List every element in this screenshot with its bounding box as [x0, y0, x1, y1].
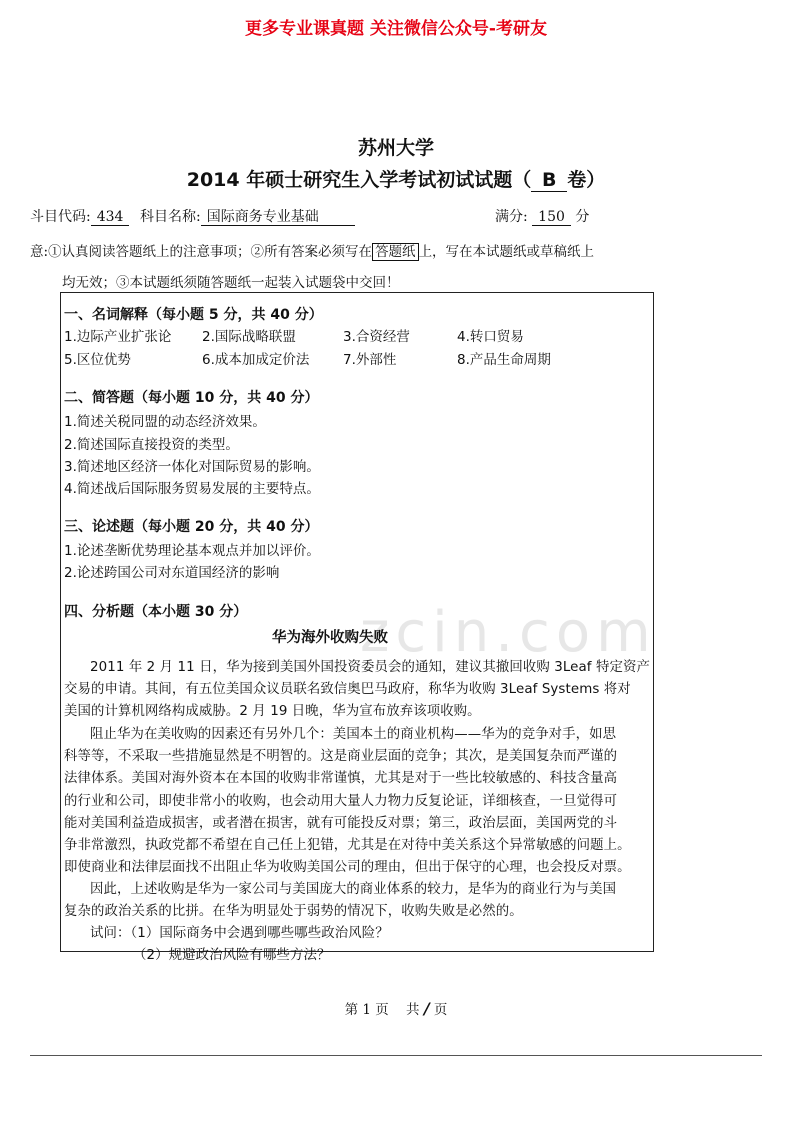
question-item: 1.简述关税同盟的动态经济效果。 — [64, 414, 266, 430]
question-item: 3.简述地区经济一体化对国际贸易的影响。 — [64, 459, 320, 475]
notice-label: 意: — [30, 244, 49, 260]
question-item: 1.论述垄断优势理论基本观点并加以评价。 — [64, 543, 320, 559]
page-footer — [0, 998, 792, 1018]
term-item: 5.区位优势 — [64, 352, 131, 368]
name-value: 国际商务专业基础 — [201, 209, 355, 226]
case-line: 2011 年 2 月 11 日，华为接到美国外国投资委员会的通知，建议其撤回收购 3Leaf 特定资产 — [90, 660, 650, 675]
case-line: 的行业和公司，即使非常小的收购，也会动用大量人力物力反复论证，详细核查，一旦觉得可 — [64, 794, 618, 809]
question-item: 2.简述国际直接投资的类型。 — [64, 437, 239, 453]
case-line: 阻止华为在美收购的因素还有另外几个：美国本土的商业机构——华为的竞争对手，如思 — [90, 727, 617, 742]
subject-code — [30, 206, 129, 226]
section-2-title: 二、简答题（每小题 10 分，共 40 分） — [64, 390, 319, 406]
notice-line-2: 均无效；③本试题纸须随答题纸一起装入试题袋中交回！ — [62, 275, 400, 291]
term-item: 8.产品生命周期 — [457, 352, 551, 368]
term-item: 1.边际产业扩张论 — [64, 329, 172, 345]
total-suffix: 页 — [433, 1002, 448, 1018]
notice-text-b: 上，写在本试题纸或草稿纸上 — [418, 244, 595, 260]
subject-name — [140, 206, 355, 226]
case-line: 争非常激烈，执政党都不希望在自己任上犯错，尤其是在对待中美关系这个异常敏感的问题上。 — [64, 838, 631, 853]
promo-banner: 更多专业课真题 关注微信公众号-考研友 — [245, 19, 547, 39]
case-line: 科等等，不采取一些措施显然是不明智的。这是商业层面的竞争；其次，是美国复杂而严谨的 — [64, 749, 618, 764]
code-label: 斗目代码: — [30, 209, 91, 225]
exam-title — [0, 165, 792, 192]
case-line: 交易的申请。其间，有五位美国众议员联名致信奥巴马政府，称华为收购 3Leaf Systems 将对 — [64, 682, 631, 697]
question-prompt: （2）规避政治风险有哪些方法？ — [133, 948, 331, 963]
case-line: 因此，上述收购是华为一家公司与美国庞大的商业体系的较力，是华为的商业行为与美国 — [90, 882, 617, 897]
score-value: 150 — [532, 209, 571, 226]
score-label: 满分: — [495, 209, 528, 225]
full-score — [495, 206, 589, 226]
notice-text-a: ①认真阅读答题纸上的注意事项；②所有答案必须写在 — [48, 244, 373, 260]
term-item: 2.国际战略联盟 — [202, 329, 296, 345]
exam-volume: B — [531, 169, 567, 192]
paren-open: （ — [512, 169, 532, 191]
case-line: 美国的计算机网络构成威胁。2 月 19 日晚，华为宣布放弃该项收购。 — [64, 704, 481, 719]
question-prompt: 试问：（1）国际商务中会遇到哪些哪些政治风险？ — [90, 926, 389, 941]
case-line: 复杂的政治关系的比拼。在华为明显处于弱势的情况下，收购失败是必然的。 — [64, 904, 523, 919]
bottom-divider — [30, 1055, 762, 1056]
watermark: zcin.com — [360, 600, 657, 665]
question-item: 4.简述战后国际服务贸易发展的主要特点。 — [64, 481, 320, 497]
section-3-title: 三、论述题（每小题 20 分，共 40 分） — [64, 519, 319, 535]
case-line: 能对美国利益造成损害，或者潜在损害，就有可能投反对票；第三，政治层面，美国两党的斗 — [64, 816, 618, 831]
term-item: 7.外部性 — [343, 352, 397, 368]
total-prefix: 共 — [405, 1002, 420, 1018]
case-line: 法律体系。美国对海外资本在本国的收购非常谨慎，尤其是对于一些比较敏感的、科技含量高 — [64, 771, 618, 786]
term-item: 4.转口贸易 — [457, 329, 524, 345]
term-item: 3.合资经营 — [343, 329, 410, 345]
section-1-title: 一、名词解释（每小题 5 分，共 40 分） — [64, 307, 323, 323]
code-value: 434 — [91, 209, 130, 226]
name-label: 科目名称: — [140, 209, 201, 225]
notice-line-1 — [30, 240, 594, 260]
case-title: 华为海外收购失败 — [272, 630, 388, 646]
term-item: 6.成本加成定价法 — [202, 352, 310, 368]
total-pages: / — [423, 999, 430, 1018]
answer-sheet-box: 答题纸 — [372, 243, 419, 261]
university-name: 苏州大学 — [357, 137, 434, 159]
page-number: 第 1 页 — [344, 1002, 389, 1018]
exam-title-main: 2014 年硕士研究生入学考试初试试题 — [186, 169, 513, 191]
question-item: 2.论述跨国公司对东道国经济的影响 — [64, 565, 280, 581]
section-4-title: 四、分析题（本小题 30 分） — [64, 604, 248, 620]
score-unit: 分 — [575, 209, 590, 225]
case-line: 即使商业和法律层面找不出阻止华为收购美国公司的理由，但出于保守的心理，也会投反对票。 — [64, 860, 631, 875]
volume-suffix: 卷） — [567, 169, 606, 191]
